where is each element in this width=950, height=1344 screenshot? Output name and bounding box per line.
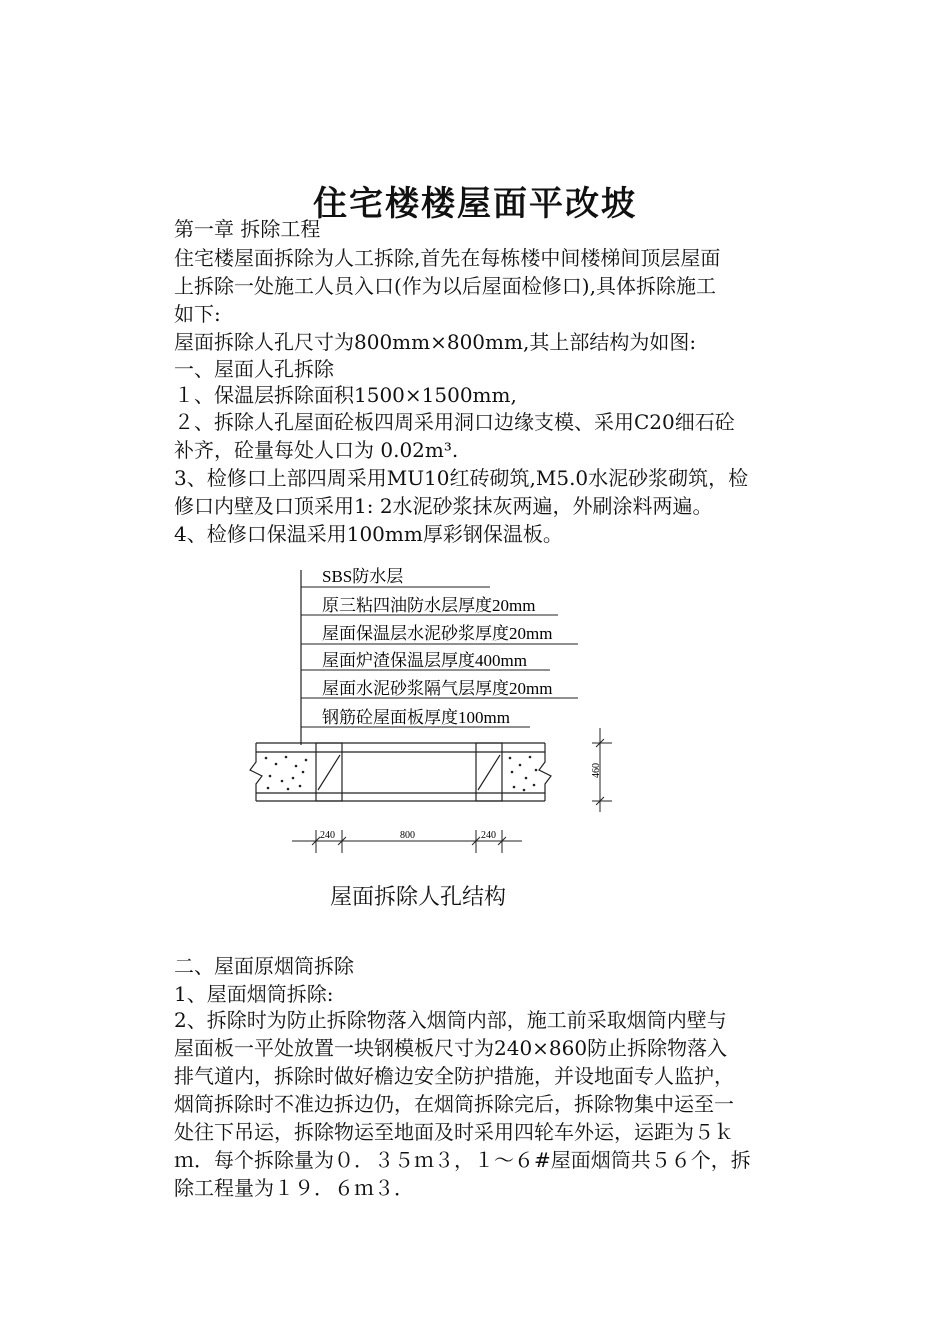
intro-line: 住宅楼屋面拆除为人工拆除,首先在每栋楼中间楼梯间顶层屋面: [174, 246, 721, 270]
chapter-heading: 第一章 拆除工程: [174, 217, 321, 241]
intro-line: 如下:: [174, 302, 221, 326]
section2-item-2-line: 屋面板一平处放置一块钢模板尺寸为240×860防止拆除物落入: [174, 1036, 728, 1060]
item-2-line: 补齐，砼量每处人口为 0.02m³.: [174, 438, 459, 462]
layer-label: 屋面炉渣保温层厚度400mm: [322, 651, 527, 670]
concrete-fill-right: [509, 756, 538, 792]
document-title: 住宅楼楼屋面平改坡: [313, 184, 637, 224]
intro-line: 上拆除一处施工人员入口(作为以后屋面检修口),具体拆除施工: [174, 274, 716, 298]
section2-item-2-line: 除工程量为１９．６ｍ３．: [174, 1176, 414, 1200]
slab-section: [250, 743, 551, 801]
item-1: １、保温层拆除面积1500×1500mm,: [174, 383, 517, 407]
dim-height-label: 460: [591, 763, 602, 778]
section2-item-2-line: ｍ．每个拆除量为０．３５ｍ３，１～６#屋面烟筒共５６个，拆: [174, 1148, 751, 1172]
item-4: 4、检修口保温采用100mm厚彩钢保温板。: [174, 522, 563, 546]
dim-left-label: 240: [320, 830, 335, 841]
section2-item-2: [174, 1006, 834, 1202]
section2-title: 二、屋面原烟筒拆除: [174, 954, 354, 978]
section2-item-2-line: 烟筒拆除时不准边拆边仍，在烟筒拆除完后，拆除物集中运至一: [174, 1092, 734, 1116]
diagram-caption: 屋面拆除人孔结构: [330, 885, 507, 910]
layer-label: SBS防水层: [322, 567, 404, 586]
section2-item-2-line: 2、拆除时为防止拆除物落入烟筒内部，施工前采取烟筒内壁与: [174, 1008, 727, 1032]
dim-right-label: 240: [481, 830, 496, 841]
hole-size-text: 屋面拆除人孔尺寸为800mm×800mm,其上部结构为如图:: [174, 330, 697, 354]
section2-item-2-line: 处往下吊运，拆除物运至地面及时采用四轮车外运，运距为５ｋ: [174, 1120, 734, 1144]
section1-title: 一、屋面人孔拆除: [174, 357, 334, 381]
section2-item-1: 1、屋面烟筒拆除:: [174, 982, 334, 1006]
concrete-fill-left: [265, 756, 308, 791]
layer-label: 钢筋砼屋面板厚度100mm: [322, 708, 510, 727]
dim-mid-label: 800: [400, 830, 415, 841]
layer-label: 原三粘四油防水层厚度20mm: [322, 596, 536, 615]
item-2-line: ２、拆除人孔屋面砼板四周采用洞口边缘支模、采用C20细石砼: [174, 410, 735, 434]
layer-label: 屋面保温层水泥砂浆厚度20mm: [322, 624, 553, 643]
section2-item-2-line: 排气道内，拆除时做好檐边安全防护措施，并设地面专人监护，: [174, 1064, 734, 1088]
item-3-line: 修口内壁及口顶采用1: 2水泥砂浆抹灰两遍，外刷涂料两遍。: [174, 494, 713, 518]
item-3-line: 3、检修口上部四周采用MU10红砖砌筑,M5.0水泥砂浆砌筑，检: [174, 466, 749, 490]
layer-label: 屋面水泥砂浆隔气层厚度20mm: [322, 679, 553, 698]
